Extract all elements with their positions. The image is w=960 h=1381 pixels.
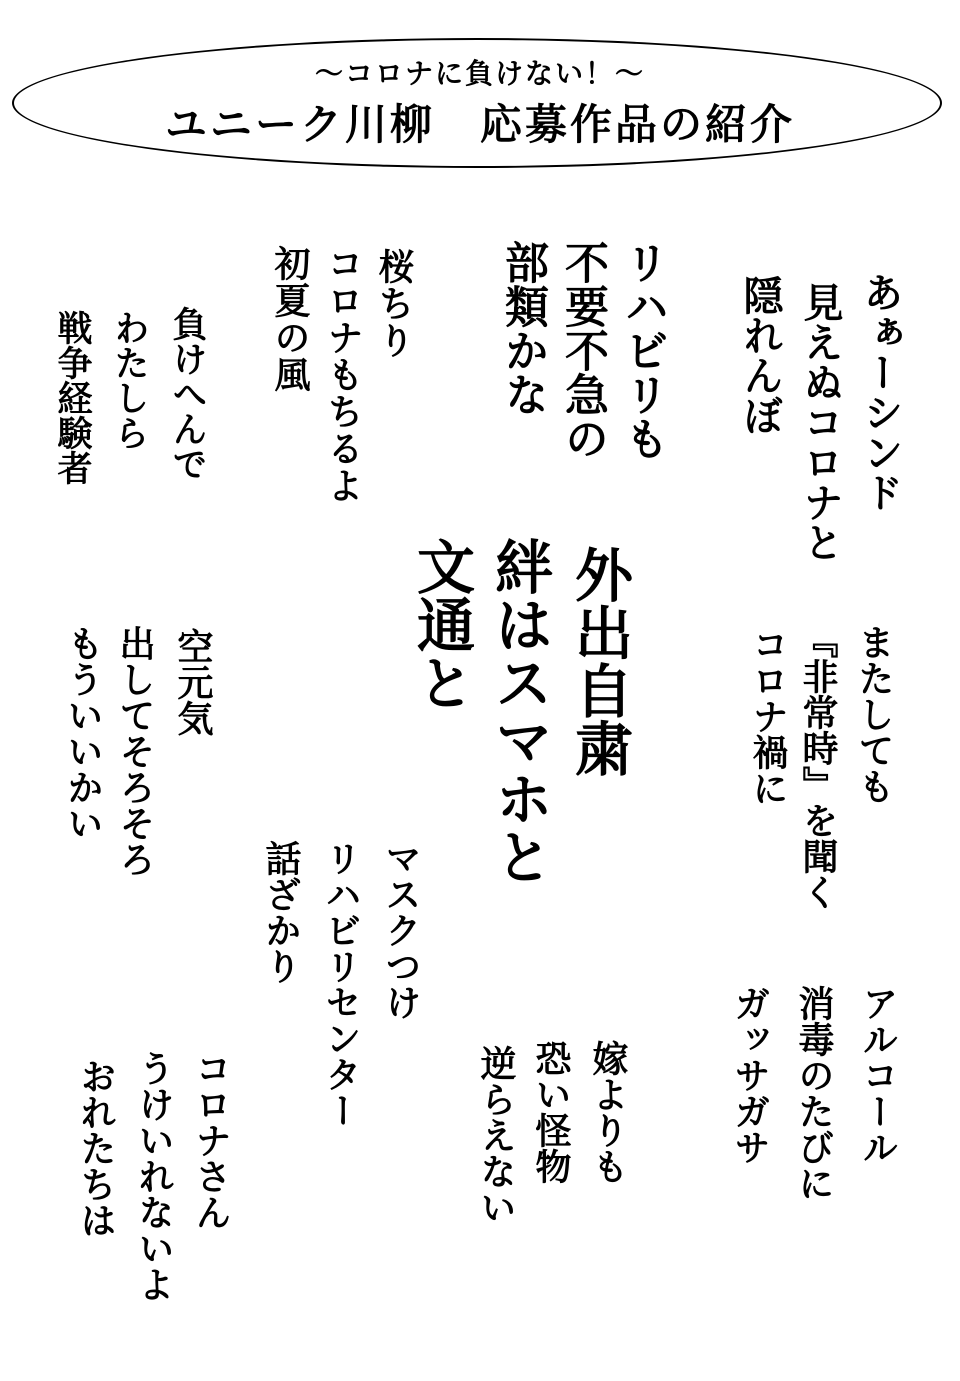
- senryu-line: リハビリセンター: [320, 840, 362, 1128]
- senryu-line: 見えぬコロナと: [797, 282, 844, 562]
- senryu-line: コロナ禍に: [747, 626, 789, 806]
- senryu-line: 『非常時』を聞く: [797, 622, 839, 910]
- senryu-line: 嫁よりも: [587, 1040, 629, 1184]
- senryu-line: おれたちは: [75, 1058, 117, 1238]
- senryu-line: 出してそろそろ: [114, 625, 156, 877]
- senryu-line: コロナさん: [190, 1050, 232, 1230]
- senryu-line: あぁーシンド: [857, 272, 904, 512]
- senryu-line: 空元気: [172, 628, 214, 736]
- senryu-line: アルコール: [857, 985, 899, 1165]
- senryu-line: 部類かな: [497, 240, 548, 416]
- senryu-line: 恐い怪物: [530, 1040, 572, 1184]
- senryu-line: うけいれないよ: [133, 1050, 175, 1302]
- header-subtitle: ～コロナに負けない！～: [314, 57, 645, 90]
- senryu-line: マスクつけ: [380, 840, 422, 1020]
- senryu-line: もういいかい: [62, 625, 104, 841]
- senryu-line: 消毒のたびに: [793, 985, 835, 1201]
- senryu-line: またしても: [853, 624, 895, 804]
- senryu-line: 初夏の風: [269, 245, 311, 393]
- senryu-line: 不要不急の: [557, 240, 608, 460]
- senryu-line: わたしら: [109, 310, 150, 450]
- page-title: ユニーク川柳 応募作品の紹介: [164, 100, 795, 149]
- senryu-line: 負けへんで: [167, 306, 208, 481]
- senryu-line: 桜ちり: [373, 248, 415, 359]
- senryu-line: 文通と: [407, 537, 475, 711]
- senryu-line: 話ざかり: [260, 840, 302, 984]
- senryu-line: 隠れんぼ: [737, 275, 784, 435]
- senryu-line: 外出自粛: [565, 545, 633, 777]
- senryu-line: リハビリも: [617, 240, 668, 460]
- senryu-line: コロナもちるよ: [322, 245, 364, 504]
- senryu-line: 絆はスマホと: [485, 537, 553, 885]
- senryu-line: 戦争経験者: [52, 310, 93, 485]
- senryu-line: 逆らえない: [475, 1045, 517, 1225]
- senryu-line: ガッサガサ: [729, 985, 771, 1165]
